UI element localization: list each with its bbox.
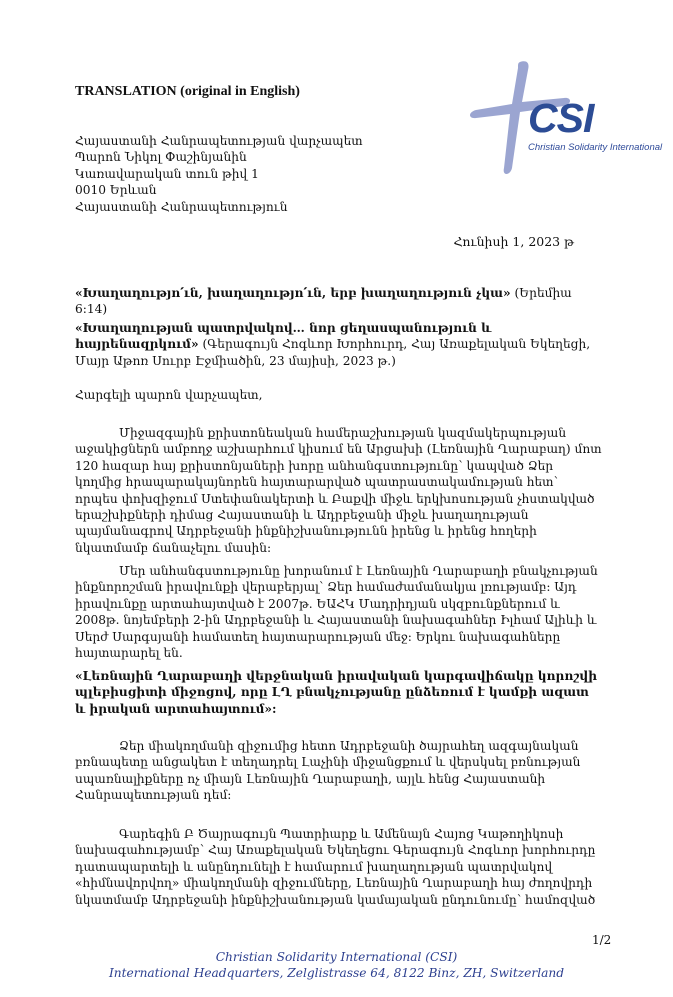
page-number: 1/2 bbox=[592, 933, 612, 947]
footer-org-name: Christian Solidarity International (CSI) bbox=[215, 950, 458, 964]
paragraph-5: Գարեգին Բ Ծայրագույն Պատրիարք և Ամենայն Հայոց Կաթողիկոսի նախագահությամբ՝ Հայ Առաքելական Եկեղեցու Գերագույն Հոգևոր խորհուրդը դատապարտելի և անընդունելի է համարում խաղաղության պատրվակով «հիմնավորվող» միակողմանի զիջումները, Լեռնային Ղարաբաղի հայ ժողովրդի նկատմամբ Ադրբեջանի ինքնիշխանության կամայական ընդունումը՝ համոզված bbox=[75, 827, 596, 907]
epigraph-quote bbox=[75, 285, 603, 318]
church-quote-source: (Գերագույն Հոգևոր Խորհուրդ, Հայ Առաքելական Եկեղեցի, Մայր Աթոռ Սուրբ Էջմիածին, 23 մայիսի, 2023 թ.) bbox=[75, 337, 591, 368]
recipient-line: Կառավարական տուն թիվ 1 bbox=[75, 166, 259, 181]
translation-note: TRANSLATION (original in English) bbox=[75, 84, 300, 99]
recipient-address bbox=[75, 133, 363, 215]
church-quote bbox=[75, 320, 603, 369]
salutation: Հարգելի պարոն վարչապետ, bbox=[75, 388, 263, 402]
letter-date: Հունիսի 1, 2023 թ bbox=[453, 234, 574, 249]
footer-address: International Headquarters, Zelglistrasse 64, 8122 Binz, ZH, Switzerland bbox=[108, 966, 565, 980]
recipient-line: Հայաստանի Հանրապետության վարչապետ bbox=[75, 134, 363, 148]
paragraph-4: Ձեր միակողմանի զիջումից հետո Ադրբեջանի ծայրահեղ ազգայնական բռնապետը անցակետ է տեղադրել Լաչինի միջանցքում և վերսկսել բռնության սպառնալիքները ոչ միայն Լեռնային Ղարաբաղի, այլև հենց Հայաստանի Հանրապետության դեմ: bbox=[75, 739, 581, 803]
plebiscite-quote: «Լեռնային Ղարաբաղի վերջնական իրավական կարգավիճակը կորոշվի պլեբիսցիտի միջոցով, որը ԼՂ բնակչությանը ընձեռում է կամքի ազատ և իրական արտահայտում»: bbox=[75, 669, 598, 716]
csi-wordmark: CSI bbox=[528, 95, 594, 141]
epigraph-reference: (Երեմիա 6:14) bbox=[75, 286, 572, 317]
csi-tagline: Christian Solidarity International bbox=[528, 142, 663, 153]
paragraph-1: Միջազգային քրիստոնեական համերաշխության կազմակերպության աջակիցներն ամբողջ աշխարհում կիսում են Արցախի (Լեռնային Ղարաբաղ) մոտ 120 հազար հայ քրիստոնյաների խորը անհանգստությունը՝ կապված Ձեր կողմից հրապարակայնորեն հայտարարված պատրաստակամության հետ՝ որպես փոխզիջում Ստեփանակերտի և Բաքվի միջև երկխոսության չհստակված երաշխիքների դիմաց Հայաստանի և Ադրբեջանի միջև խաղաղության պայմանագրով Ադրբեջանի ինքնիշխանությունն իրենց և իրենց հողերի նկատմամբ ճանաչելու մասին: bbox=[75, 426, 602, 555]
paragraph-2: Մեր անհանգստությունը խորանում է Լեռնային Ղարաբաղի բնակչության ինքնորոշման իրավունքի վերաբերյալ՝ Ձեր համաժամանակյա լռությամբ: Այդ իրավունքը արտահայտված է 2007թ. ԵԱՀԿ Մադրիդյան սկզբունքներում և 2008թ. նոյեմբերի 2-ին Ադրբեջանի և Հայաստանի նախագահներ Իլհամ Ալիևի և Սերժ Սարգսյանի համատեղ հայտարարության մեջ: Երկու նախագահները հայտարարել են. bbox=[75, 564, 598, 661]
recipient-line: Հայաստանի Հանրապետություն bbox=[75, 199, 288, 214]
epigraph-text: «Խաղաղությո՛ւն, խաղաղությո՛ւն, երբ խաղաղություն չկա» bbox=[75, 286, 511, 300]
recipient-line: Պարոն Նիկոլ Փաշինյանին bbox=[75, 150, 247, 165]
church-quote-title: «Խաղաղության պատրվակով… նոր ցեղասպանություն և հայրենազրկում» bbox=[75, 321, 492, 352]
recipient-line: 0010 Երևան bbox=[75, 183, 157, 198]
